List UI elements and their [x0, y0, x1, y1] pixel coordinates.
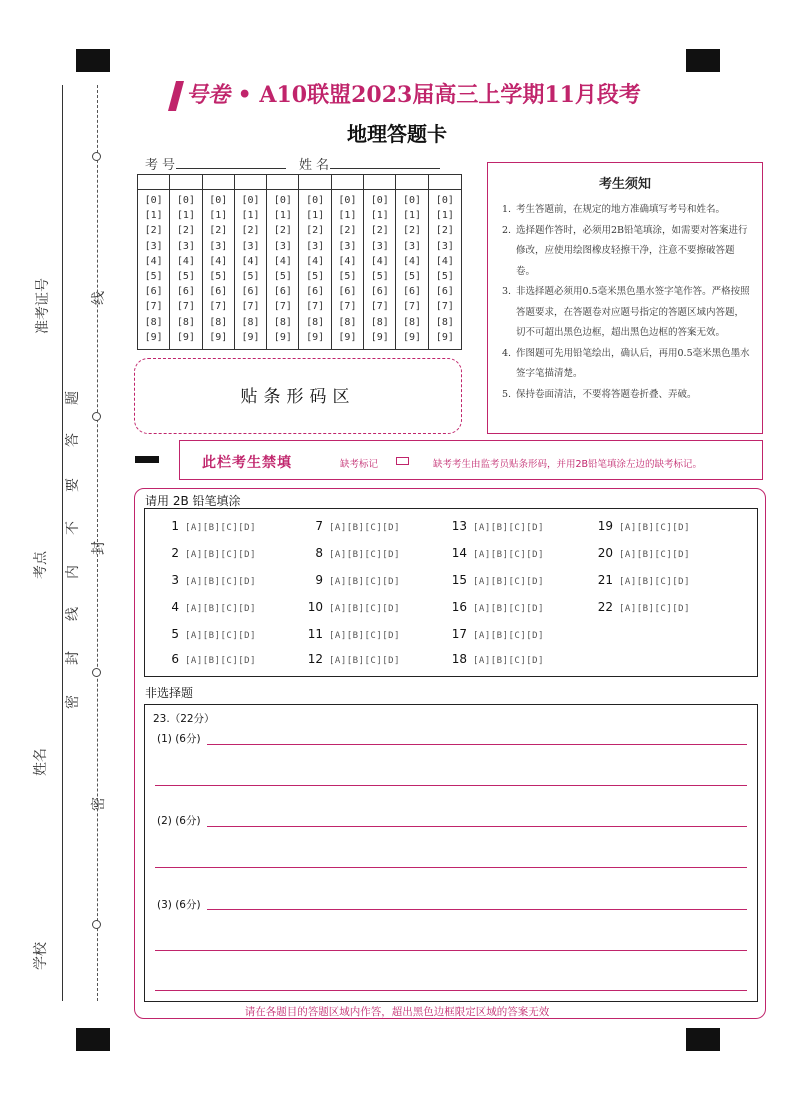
exam-no-digit-bubble[interactable]: [5]: [435, 271, 454, 282]
exam-no-digit-bubble[interactable]: [6]: [273, 286, 292, 298]
question-number: 2: [171, 546, 179, 560]
part-2-label: (2) (6分): [157, 815, 201, 827]
question-number: 8: [315, 546, 323, 560]
side-seal-char: 线: [65, 607, 81, 621]
choice-question[interactable]: [445, 600, 544, 614]
exam-no-digit-bubble[interactable]: [1]: [338, 210, 357, 222]
absent-mark-note: 缺考考生由监考员贴条形码，并用2B铅笔填涂左边的缺考标记。: [433, 459, 703, 470]
exam-no-digit-bubble[interactable]: [6]: [144, 286, 163, 298]
notice-item-text: 保持卷面清洁，不要将答题卷折叠、弄破。: [516, 388, 697, 400]
free-response-section-label: 非选择题: [145, 686, 194, 700]
choice-question[interactable]: [591, 519, 690, 533]
exam-no-digit-bubble[interactable]: [3]: [176, 240, 195, 252]
answer-line-1-2[interactable]: [155, 785, 747, 786]
choice-question[interactable]: [445, 627, 544, 641]
exam-no-digit-bubble[interactable]: [6]: [241, 286, 260, 298]
choice-question[interactable]: [157, 519, 256, 533]
question-number: 13: [451, 519, 467, 533]
punch-hole-3: [92, 668, 101, 677]
exam-no-digit-bubble[interactable]: [7]: [338, 301, 357, 313]
choice-question[interactable]: [157, 627, 256, 641]
exam-no-digit-bubble[interactable]: [1]: [176, 210, 195, 222]
part-3-label: (3) (6分): [157, 899, 201, 911]
question-number: 4: [171, 600, 179, 614]
registration-marker-top-left: [76, 49, 110, 72]
answer-area-warning: 请在各题目的答题区域内作答，超出黑色边框限定区域的答案无效: [244, 1006, 550, 1018]
timing-mark: [135, 456, 159, 463]
exam-no-digit-bubble[interactable]: [2]: [435, 225, 454, 237]
exam-no-digit-bubble[interactable]: [2]: [144, 225, 163, 237]
exam-no-digit-bubble[interactable]: [9]: [370, 331, 389, 343]
exam-no-digit-bubble[interactable]: [5]: [209, 271, 228, 282]
answer-bubbles[interactable]: [A][B][C][D]: [619, 604, 691, 614]
exam-no-digit-bubble[interactable]: [1]: [370, 210, 389, 222]
question-number: 10: [307, 600, 323, 614]
question-number: 18: [451, 652, 467, 666]
notice-item: [502, 282, 750, 344]
exam-no-digit-bubble[interactable]: [9]: [338, 331, 357, 343]
notice-list: [488, 192, 762, 405]
question-number: 7: [315, 519, 323, 533]
exam-no-digit-bubble[interactable]: [3]: [403, 240, 422, 252]
choice-question[interactable]: [591, 600, 690, 614]
answer-bubbles[interactable]: [A][B][C][D]: [619, 550, 691, 560]
notice-item-text: 非选择题必须用0.5毫米黑色墨水签字笔作答。严格按照答题要求，在答题卷对应题号指定的答题区域内答题，切不可超出黑色边框，超出黑色边框的答案无效。: [516, 286, 750, 338]
side-seal-char: 要: [65, 478, 81, 492]
question-number: 11: [307, 627, 323, 641]
exam-no-digit-bubble[interactable]: [0]: [306, 195, 325, 206]
exam-no-digit-bubble[interactable]: [7]: [306, 301, 325, 313]
exam-no-digit-bubble[interactable]: [4]: [241, 255, 260, 267]
exam-no-digit-bubble[interactable]: [1]: [209, 210, 228, 222]
exam-no-digit-bubble[interactable]: [0]: [241, 195, 260, 206]
part-1-label: (1) (6分): [157, 733, 201, 745]
exam-no-digit-bubble[interactable]: [1]: [403, 210, 422, 222]
choice-question[interactable]: [301, 600, 400, 614]
side-seal-char: 内: [65, 565, 81, 579]
staff-only-title: 此栏考生禁填: [202, 455, 292, 471]
punch-hole-4: [92, 920, 101, 929]
question-23-label: 23.（22分）: [153, 713, 215, 725]
answer-bubbles[interactable]: [A][B][C][D]: [185, 523, 257, 533]
brand-logo-mark: [168, 81, 184, 111]
exam-no-digit-bubble[interactable]: [8]: [209, 316, 228, 328]
question-number: 5: [171, 627, 179, 641]
side-seal-char: 题: [65, 391, 81, 405]
answer-bubbles[interactable]: [A][B][C][D]: [329, 604, 401, 614]
exam-no-digit-bubble[interactable]: [8]: [273, 316, 292, 328]
exam-no-digit-bubble[interactable]: [0]: [403, 195, 422, 206]
exam-no-digit-bubble[interactable]: [4]: [435, 255, 454, 267]
question-number: 3: [171, 573, 179, 587]
answer-line-3-3[interactable]: [155, 990, 747, 991]
exam-no-digit-bubble[interactable]: [2]: [370, 225, 389, 237]
exam-no-digit-bubble[interactable]: [5]: [273, 271, 292, 282]
choice-question[interactable]: [157, 573, 256, 587]
name-label: 姓名: [299, 158, 334, 173]
exam-no-digit-bubble[interactable]: [9]: [273, 331, 292, 343]
side-label-exam-site: 考点: [33, 551, 49, 579]
exam-no-digit-bubble[interactable]: [8]: [338, 316, 357, 328]
name-field[interactable]: [330, 168, 440, 169]
choice-question[interactable]: [157, 546, 256, 560]
exam-no-digit-bubble[interactable]: [9]: [306, 331, 325, 343]
choice-question[interactable]: [157, 600, 256, 614]
choice-question[interactable]: [445, 519, 544, 533]
exam-title: [172, 78, 641, 111]
exam-no-digit-bubble[interactable]: [8]: [370, 316, 389, 328]
exam-no-digit-column[interactable]: [300, 175, 332, 349]
exam-no-digit-bubble[interactable]: [9]: [435, 331, 454, 343]
notice-item-number: 1.: [502, 204, 512, 215]
exam-no-digit-bubble[interactable]: [6]: [435, 286, 454, 298]
answer-line-2-2[interactable]: [155, 867, 747, 868]
notice-title: 考生须知: [598, 177, 651, 192]
exam-no-digit-bubble[interactable]: [2]: [403, 225, 422, 237]
exam-no-digit-bubble[interactable]: [6]: [338, 286, 357, 298]
exam-no-digit-bubble[interactable]: [9]: [176, 331, 195, 343]
notice-item-text: 作图题可先用铅笔绘出，确认后，再用0.5毫米黑色墨水签字笔描清楚。: [516, 347, 750, 379]
exam-no-digit-column[interactable]: [396, 175, 428, 349]
exam-no-digit-bubble[interactable]: [1]: [306, 210, 325, 222]
exam-no-digit-bubble[interactable]: [8]: [435, 316, 454, 328]
choice-question[interactable]: [445, 573, 544, 587]
answer-bubbles[interactable]: [A][B][C][D]: [329, 577, 401, 587]
exam-no-digit-bubble[interactable]: [7]: [370, 301, 389, 313]
question-number: 21: [597, 573, 613, 587]
exam-no-digit-bubble[interactable]: [6]: [306, 286, 325, 298]
staff-only-area: [179, 440, 763, 480]
answer-bubbles[interactable]: [A][B][C][D]: [329, 523, 401, 533]
exam-no-digit-bubble[interactable]: [9]: [241, 331, 260, 343]
registration-marker-top-right: [686, 49, 720, 72]
exam-no-digit-column[interactable]: [170, 175, 202, 349]
exam-no-digit-column[interactable]: [429, 175, 461, 349]
notice-item: [502, 344, 750, 385]
exam-no-digit-bubble[interactable]: [3]: [338, 240, 357, 252]
question-number: 16: [451, 600, 467, 614]
answer-bubbles[interactable]: [A][B][C][D]: [185, 577, 257, 587]
side-label-name: 姓名: [33, 748, 49, 776]
notice-item-number: 4.: [502, 347, 512, 359]
exam-no-digit-column[interactable]: [364, 175, 396, 349]
exam-no-digit-bubble[interactable]: [2]: [338, 225, 357, 237]
exam-no-digit-bubble[interactable]: [8]: [144, 316, 163, 328]
exam-no-digit-bubble[interactable]: [2]: [273, 225, 292, 237]
exam-no-digit-bubble[interactable]: [7]: [176, 301, 195, 313]
answer-bubbles[interactable]: [A][B][C][D]: [619, 523, 691, 533]
exam-no-digit-bubble[interactable]: [7]: [241, 301, 260, 313]
exam-no-digit-bubble[interactable]: [1]: [435, 210, 454, 222]
side-seal-char: 密: [65, 695, 81, 709]
exam-no-digit-bubble[interactable]: [3]: [241, 240, 260, 252]
answer-bubbles[interactable]: [A][B][C][D]: [473, 631, 545, 641]
exam-no-digit-bubble[interactable]: [6]: [403, 286, 422, 298]
answer-bubbles[interactable]: [A][B][C][D]: [619, 577, 691, 587]
choice-question[interactable]: [301, 519, 400, 533]
exam-no-digit-bubble[interactable]: [5]: [403, 271, 422, 282]
free-response-box: [144, 704, 758, 1002]
side-seal-char: 不: [65, 521, 81, 535]
exam-no-digit-bubble[interactable]: [0]: [273, 195, 292, 206]
exam-no-digit-bubble[interactable]: [7]: [435, 301, 454, 313]
notice-item: [502, 221, 750, 283]
exam-no-digit-column[interactable]: [235, 175, 267, 349]
notice-item: [502, 200, 750, 221]
exam-no-digit-bubble[interactable]: [0]: [435, 195, 454, 206]
side-seal-char: 答: [65, 433, 81, 447]
choice-question[interactable]: [301, 573, 400, 587]
exam-no-digit-column[interactable]: [138, 175, 170, 349]
side-seal-char: 封: [65, 651, 81, 665]
side-seal-line-word: 线: [91, 291, 107, 305]
exam-no-digit-column[interactable]: [332, 175, 364, 349]
exam-no-bubble-grid[interactable]: [137, 174, 462, 350]
exam-no-digit-bubble[interactable]: [0]: [370, 195, 389, 206]
exam-no-digit-bubble[interactable]: [3]: [306, 240, 325, 252]
answer-bubbles[interactable]: [A][B][C][D]: [473, 656, 545, 666]
exam-no-digit-bubble[interactable]: [1]: [144, 210, 163, 222]
punch-hole-2: [92, 412, 101, 421]
exam-no-digit-bubble[interactable]: [3]: [209, 240, 228, 252]
exam-no-digit-bubble[interactable]: [9]: [209, 331, 228, 343]
answer-bubbles[interactable]: [A][B][C][D]: [329, 550, 401, 560]
exam-no-digit-bubble[interactable]: [0]: [209, 195, 228, 206]
exam-no-digit-bubble[interactable]: [5]: [176, 271, 195, 282]
exam-no-digit-bubble[interactable]: [5]: [144, 271, 163, 282]
side-label-student-id: 准考证号: [35, 278, 51, 334]
exam-no-digit-column[interactable]: [203, 175, 235, 349]
exam-no-digit-column[interactable]: [267, 175, 299, 349]
punch-hole-1: [92, 152, 101, 161]
exam-notice-box: [487, 162, 763, 434]
exam-no-digit-bubble[interactable]: [4]: [338, 255, 357, 267]
notice-item: [502, 385, 750, 406]
exam-title-text: A10联盟2023届高三上学期11月段考: [259, 82, 641, 108]
notice-item-text: 选择题作答时，必须用2B铅笔填涂，如需要对答案进行修改，应使用绘图橡皮轻擦干净，注意不要擦破答题卷。: [516, 224, 748, 277]
exam-no-digit-bubble[interactable]: [5]: [306, 271, 325, 282]
exam-no-digit-bubble[interactable]: [0]: [144, 195, 163, 206]
question-number: 19: [597, 519, 613, 533]
exam-no-digit-bubble[interactable]: [5]: [338, 271, 357, 282]
answer-bubbles[interactable]: [A][B][C][D]: [473, 604, 545, 614]
exam-no-label: 考号: [145, 158, 180, 173]
choice-question[interactable]: [445, 652, 544, 666]
exam-no-digit-bubble[interactable]: [6]: [370, 286, 389, 298]
exam-no-digit-bubble[interactable]: [3]: [273, 240, 292, 252]
exam-no-digit-bubble[interactable]: [7]: [209, 301, 228, 313]
exam-no-digit-bubble[interactable]: [7]: [403, 301, 422, 313]
answer-bubbles[interactable]: [A][B][C][D]: [185, 550, 257, 560]
choice-question[interactable]: [301, 652, 400, 666]
exam-no-digit-bubble[interactable]: [1]: [241, 210, 260, 222]
answer-line-2-1[interactable]: [207, 826, 747, 827]
absent-mark-label: 缺考标记: [340, 459, 379, 470]
choice-question[interactable]: [301, 546, 400, 560]
exam-no-digit-bubble[interactable]: [2]: [306, 225, 325, 237]
notice-item-number: 3.: [502, 286, 512, 297]
title-dot: •: [230, 82, 260, 108]
answer-bubbles[interactable]: [A][B][C][D]: [185, 604, 257, 614]
exam-no-digit-bubble[interactable]: [0]: [338, 195, 357, 206]
exam-no-digit-bubble[interactable]: [3]: [370, 240, 389, 252]
exam-no-digit-bubble[interactable]: [3]: [435, 240, 454, 252]
exam-no-digit-bubble[interactable]: [8]: [241, 316, 260, 328]
exam-no-digit-bubble[interactable]: [5]: [241, 271, 260, 282]
sheet-subtitle: 地理答题卡: [347, 122, 447, 146]
choice-question[interactable]: [301, 627, 400, 641]
side-seal-seal-word: 封: [91, 541, 107, 555]
choice-question[interactable]: [591, 573, 690, 587]
registration-marker-bottom-left: [76, 1028, 110, 1051]
exam-no-digit-bubble[interactable]: [2]: [176, 225, 195, 237]
question-number: 20: [597, 546, 613, 560]
answer-bubbles[interactable]: [A][B][C][D]: [473, 577, 545, 587]
exam-no-digit-bubble[interactable]: [4]: [273, 255, 292, 267]
absent-mark-checkbox[interactable]: [396, 457, 409, 465]
exam-no-digit-bubble[interactable]: [8]: [306, 316, 325, 328]
barcode-sticker-area[interactable]: 贴条形码区: [134, 358, 462, 434]
brand-name: 号卷: [186, 82, 231, 108]
side-binding-line: [62, 85, 63, 1001]
choice-section-label: 请用 2B 铅笔填涂: [145, 494, 241, 508]
notice-item-number: 2.: [502, 224, 512, 236]
exam-no-digit-bubble[interactable]: [0]: [176, 195, 195, 206]
exam-no-digit-bubble[interactable]: [9]: [144, 331, 163, 343]
exam-no-digit-bubble[interactable]: [4]: [306, 255, 325, 267]
side-label-school: 学校: [33, 942, 49, 970]
answer-bubbles[interactable]: [A][B][C][D]: [185, 631, 257, 641]
answer-bubbles[interactable]: [A][B][C][D]: [329, 656, 401, 666]
registration-marker-bottom-right: [686, 1028, 720, 1051]
question-number: 9: [315, 573, 323, 587]
side-seal-mi-word: 密: [91, 797, 107, 811]
answer-line-1-1[interactable]: [207, 744, 747, 745]
exam-no-digit-bubble[interactable]: [8]: [403, 316, 422, 328]
question-number: 12: [307, 652, 323, 666]
answer-bubbles[interactable]: [A][B][C][D]: [329, 631, 401, 641]
exam-no-digit-bubble[interactable]: [3]: [144, 240, 163, 252]
exam-no-digit-bubble[interactable]: [6]: [176, 286, 195, 298]
question-number: 22: [597, 600, 613, 614]
exam-no-digit-bubble[interactable]: [4]: [209, 255, 228, 267]
question-number: 17: [451, 627, 467, 641]
choice-question[interactable]: [445, 546, 544, 560]
exam-no-digit-bubble[interactable]: [2]: [209, 225, 228, 237]
exam-no-digit-bubble[interactable]: [8]: [176, 316, 195, 328]
choice-question[interactable]: [591, 546, 690, 560]
question-number: 14: [451, 546, 467, 560]
choice-question[interactable]: [157, 652, 256, 666]
answer-line-3-1[interactable]: [207, 909, 747, 910]
question-number: 15: [451, 573, 467, 587]
exam-no-digit-bubble[interactable]: [1]: [273, 210, 292, 222]
exam-no-digit-bubble[interactable]: [6]: [209, 286, 228, 298]
notice-item-number: 5.: [502, 388, 512, 400]
answer-bubbles[interactable]: [A][B][C][D]: [473, 523, 545, 533]
exam-no-digit-bubble[interactable]: [5]: [370, 271, 389, 282]
multiple-choice-box: [144, 508, 758, 677]
answer-bubbles[interactable]: [A][B][C][D]: [473, 550, 545, 560]
exam-no-field[interactable]: [176, 168, 286, 169]
question-number: 1: [171, 519, 179, 533]
exam-no-digit-bubble[interactable]: [4]: [176, 255, 195, 267]
exam-no-digit-bubble[interactable]: [4]: [144, 255, 163, 267]
answer-bubbles[interactable]: [A][B][C][D]: [185, 656, 257, 666]
notice-item-text: 考生答题前，在规定的地方准确填写考号和姓名。: [516, 204, 726, 215]
exam-no-digit-bubble[interactable]: [4]: [370, 255, 389, 267]
exam-no-digit-bubble[interactable]: [7]: [144, 301, 163, 313]
exam-no-digit-bubble[interactable]: [2]: [241, 225, 260, 237]
exam-no-digit-bubble[interactable]: [7]: [273, 301, 292, 313]
answer-line-3-2[interactable]: [155, 950, 747, 951]
exam-no-digit-bubble[interactable]: [4]: [403, 255, 422, 267]
question-number: 6: [171, 652, 179, 666]
exam-no-digit-bubble[interactable]: [9]: [403, 331, 422, 343]
